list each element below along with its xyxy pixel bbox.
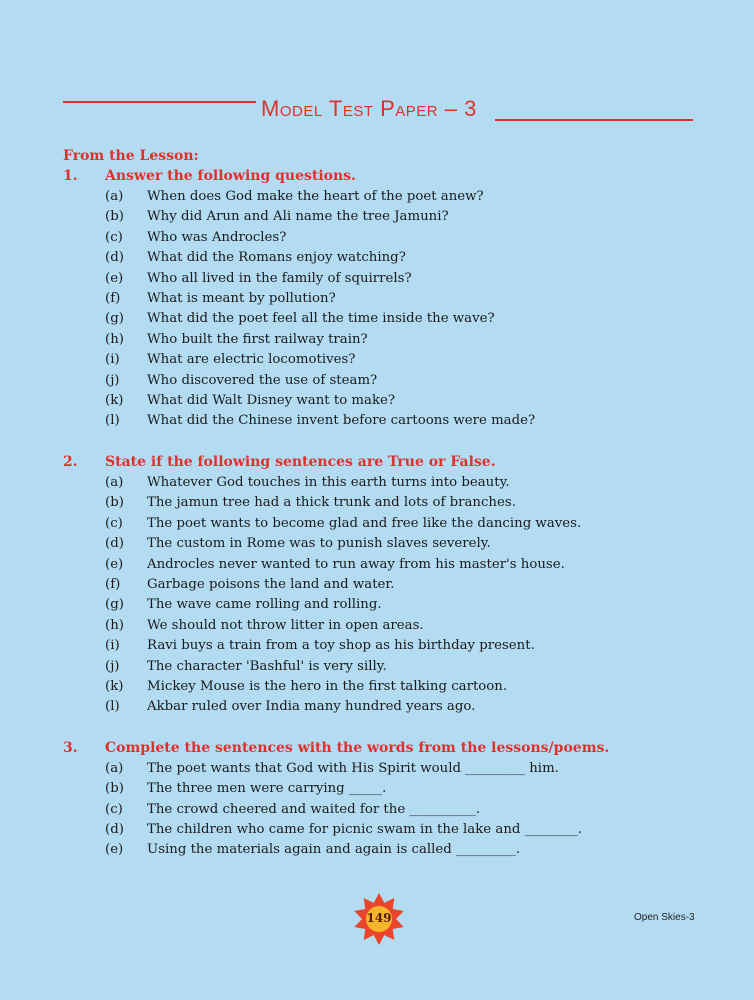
question-text: The character 'Bashful' is very silly.: [147, 658, 387, 674]
book-title: Open Skies-3: [634, 912, 695, 923]
title-bar: [63, 92, 693, 126]
question-label: (d): [105, 250, 124, 266]
from-lesson-label: From the Lesson:: [63, 148, 199, 164]
question-text: Mickey Mouse is the hero in the first talking cartoon.: [147, 678, 508, 694]
question-item: [63, 779, 703, 799]
question-text: Using the materials again and again is called _________.: [147, 842, 521, 858]
question-text: What are electric locomotives?: [147, 352, 356, 368]
question-item: [63, 187, 703, 207]
question-label: (e): [105, 842, 124, 858]
question-text: Garbage poisons the land and water.: [147, 576, 395, 592]
question-item: [63, 800, 703, 820]
question-text: Androcles never wanted to run away from his master's house.: [147, 556, 565, 572]
question-label: (b): [105, 495, 124, 511]
section-heading-text: State if the following sentences are True or False.: [105, 453, 496, 470]
question-item: [63, 289, 703, 309]
question-item: [63, 269, 703, 289]
question-item: [63, 391, 703, 411]
question-item: [63, 616, 703, 636]
question-label: (a): [105, 760, 124, 776]
question-label: (f): [105, 291, 121, 307]
question-item: [63, 207, 703, 227]
question-item: [63, 411, 703, 431]
question-item: [63, 636, 703, 656]
section-heading-text: Complete the sentences with the words from the lessons/poems.: [105, 739, 610, 756]
question-item: [63, 677, 703, 697]
question-item: [63, 759, 703, 779]
question-label: (d): [105, 536, 124, 552]
question-label: (e): [105, 270, 124, 286]
question-label: (e): [105, 556, 124, 572]
question-text: The wave came rolling and rolling.: [147, 597, 382, 613]
section-number: 2.: [63, 453, 78, 470]
question-label: (c): [105, 229, 123, 245]
question-label: (g): [105, 311, 124, 327]
section-heading: [63, 166, 703, 187]
page-number: 149: [366, 911, 392, 925]
question-list: [63, 759, 703, 861]
question-item: [63, 595, 703, 615]
question-text: What did the poet feel all the time inside the wave?: [147, 311, 495, 327]
question-label: (k): [105, 678, 124, 694]
question-section: [63, 738, 703, 861]
question-text: What did the Chinese invent before cartoons were made?: [147, 413, 536, 429]
question-item: [63, 473, 703, 493]
question-item: [63, 248, 703, 268]
question-item: [63, 657, 703, 677]
question-label: (i): [105, 352, 120, 368]
question-item: [63, 371, 703, 391]
question-label: (b): [105, 781, 124, 797]
question-label: (i): [105, 638, 120, 654]
question-label: (k): [105, 393, 124, 409]
question-text: The custom in Rome was to punish slaves severely.: [147, 536, 491, 552]
question-label: (h): [105, 617, 124, 633]
question-text: We should not throw litter in open areas.: [147, 617, 424, 633]
title-rule-left: [63, 101, 256, 103]
test-content: [63, 146, 703, 861]
question-item: [63, 493, 703, 513]
question-text: What did the Romans enjoy watching?: [147, 250, 406, 266]
question-item: [63, 575, 703, 595]
question-text: Who discovered the use of steam?: [147, 372, 378, 388]
question-text: The children who came for picnic swam in the lake and ________.: [147, 821, 583, 837]
question-text: What did Walt Disney want to make?: [147, 393, 396, 409]
question-item: [63, 697, 703, 717]
question-label: (a): [105, 474, 124, 490]
question-text: The poet wants to become glad and free like the dancing waves.: [147, 515, 582, 531]
question-label: (j): [105, 372, 120, 388]
question-text: The jamun tree had a thick trunk and lots of branches.: [147, 495, 516, 511]
section-number: 1.: [63, 168, 78, 184]
question-text: Who was Androcles?: [147, 229, 287, 245]
section-spacer: [63, 432, 703, 452]
question-text: Who built the first railway train?: [147, 331, 368, 347]
question-text: Why did Arun and Ali name the tree Jamuni?: [147, 209, 449, 225]
question-label: (b): [105, 209, 124, 225]
question-text: When does God make the heart of the poet anew?: [147, 189, 484, 204]
question-label: (f): [105, 576, 121, 592]
question-item: [63, 820, 703, 840]
question-item: [63, 534, 703, 554]
question-text: The poet wants that God with His Spirit would _________ him.: [147, 760, 559, 776]
question-text: What is meant by pollution?: [147, 291, 336, 307]
sections-container: [63, 166, 703, 861]
question-label: (c): [105, 801, 123, 817]
question-label: (g): [105, 597, 124, 613]
question-label: (c): [105, 515, 123, 531]
question-label: (d): [105, 821, 124, 837]
page-title: Model Test Paper – 3: [261, 96, 477, 121]
question-label: (h): [105, 331, 124, 347]
section-heading: [63, 452, 703, 473]
question-item: [63, 330, 703, 350]
question-item: [63, 555, 703, 575]
question-item: [63, 228, 703, 248]
question-text: Whatever God touches in this earth turns into beauty.: [147, 474, 510, 490]
question-text: Who all lived in the family of squirrels?: [147, 270, 412, 286]
section-heading-text: Answer the following questions.: [105, 168, 356, 184]
title-rule-right: [495, 119, 693, 121]
question-item: [63, 350, 703, 370]
question-item: [63, 309, 703, 329]
question-label: (l): [105, 413, 120, 429]
question-text: Ravi buys a train from a toy shop as his birthday present.: [147, 638, 535, 654]
section-spacer: [63, 718, 703, 738]
question-text: Akbar ruled over India many hundred years ago.: [147, 699, 476, 715]
question-label: (a): [105, 189, 124, 204]
question-list: [63, 473, 703, 718]
question-list: [63, 187, 703, 432]
question-item: [63, 840, 703, 860]
question-item: [63, 514, 703, 534]
question-section: [63, 166, 703, 432]
section-heading: [63, 738, 703, 759]
question-label: (l): [105, 699, 120, 715]
question-text: The crowd cheered and waited for the __________.: [147, 801, 481, 817]
question-section: [63, 452, 703, 718]
question-label: (j): [105, 658, 120, 674]
section-number: 3.: [63, 739, 78, 756]
question-text: The three men were carrying _____.: [147, 781, 387, 797]
